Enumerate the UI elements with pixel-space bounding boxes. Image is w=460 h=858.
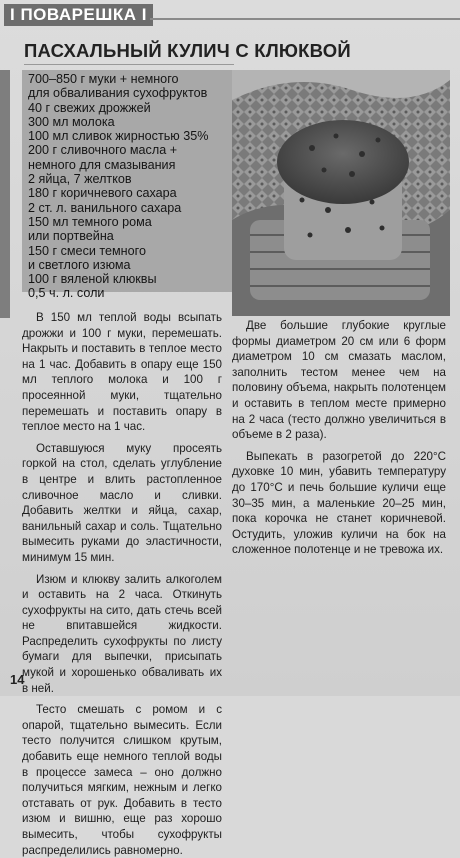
ingredient-line: и светлого изюма [28,257,131,272]
ingredient-line: 0,5 ч. л. соли [28,286,105,301]
ingredient-line: 100 мл сливок жирностью 35% [28,129,209,144]
paragraph: Выпекать в разогретой до 220°С духовке 10 мин, убавить температуру до 170°С и печь большие куличи еще 30–35 мин, а маленькие 20–25 мин, пока корочка не станет коричневой. Остудить, уложив куличи на бок на сложенное полотенце и не тревожа их. [232,449,446,557]
paragraph: Тесто смешать с ромом и с опарой, тщательно вымесить. Если тесто получится слишком крутым, добавить еще немного теплой воды в процессе замеса – оно должно получиться мягким, нежным и легко отставать от рук. Добавить в тесто изюм и вишню, еще раз хорошо вымесить, чтобы сухофрукты распределились равномерно. [22,703,222,857]
article-column-left [22,310,222,857]
ingredient-line: 2 ст. л. ванильного сахара [28,200,182,215]
title-underline [24,64,234,65]
section-divider [150,18,460,20]
kulich-photo [232,70,450,316]
left-accent-bar [0,70,10,318]
ingredient-line: 150 мл темного рома [28,214,152,229]
ingredient-line: 40 г свежих дрожжей [28,100,151,115]
ingredient-line: 100 г вяленой клюквы [28,272,157,287]
paragraph: Изюм и клюкву залить алкоголем и оставить на 2 часа. Откинуть сухофрукты на сито, дать стечь всей не впитавшейся жидкости. Распределить сухофрукты по листу бумаги для выпечки, присыпать мукой и хорошенько обваливать их в ней. [22,572,222,695]
section-header [0,4,460,26]
ingredient-line: или портвейна [28,229,114,244]
paragraph: В 150 мл теплой воды всыпать дрожжи и 100 г муки, перемешать. Накрыть и поставить в теплое место на 1 час. Добавить в опару еще 150 мл теплого молока и 100 г просеянной муки, тщательно перемешать и поставить опару в теплое место на 1 час. [22,311,222,434]
paragraph: Две большие глубокие круглые формы диаметром 20 см или 6 форм диаметром 10 см смазать маслом, заполнить тестом менее чем на половину объема, накрыть полотенцем и оставить в теплом месте примерно на 2 часа (тесто должно увеличиться в объеме в 2 раза). [232,319,446,442]
ingredient-line: немного для смазывания [28,157,176,172]
section-label: I ПОВАРЕШКА I [4,4,153,26]
ingredient-line: 2 яйца, 7 желтков [28,172,132,187]
ingredient-line: 150 г смеси темного [28,243,146,258]
page-number: 14 [10,672,25,687]
ingredients-box [22,70,234,301]
paragraph: Оставшуюся муку просеять горкой на стол, сделать углубление в центре и влить растопленное сливочное масло и сливки. Добавить желтки и яйца, сахар, ванильный сахар и соль. Тщательно вымесить руками до эластичности, минимум 15 мин. [22,441,222,564]
ingredient-line: для обваливания сухофруктов [28,86,208,101]
ingredient-line: 700–850 г муки + немного [28,72,179,86]
ingredient-line: 200 г сливочного масла + [28,143,178,158]
ingredient-line: 180 г коричневого сахара [28,186,177,201]
ingredient-line: 300 мл молока [28,114,115,129]
recipe-title: ПАСХАЛЬНЫЙ КУЛИЧ С КЛЮКВОЙ [24,40,351,61]
article-column-right [232,318,446,564]
